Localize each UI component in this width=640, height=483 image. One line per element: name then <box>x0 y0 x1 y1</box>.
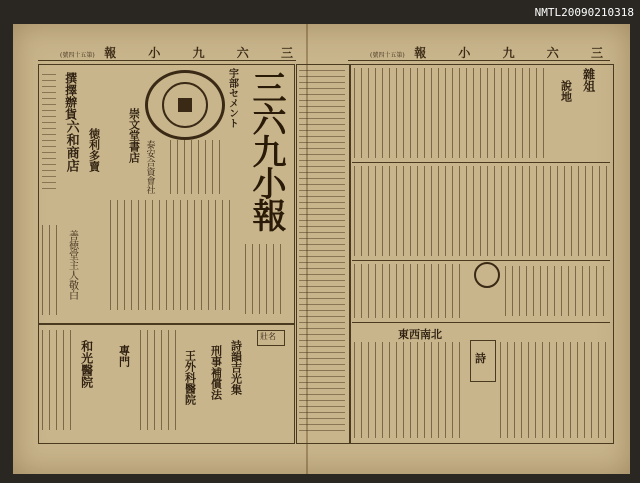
right-article-5 <box>354 342 464 438</box>
section-heading-east-west: 東西南北 <box>398 328 442 341</box>
right-article-4 <box>505 266 605 316</box>
notice-body-1 <box>170 140 224 194</box>
right-header-rule <box>348 60 610 61</box>
illustration-face <box>474 262 500 288</box>
market-table-rows <box>299 70 345 435</box>
bookstore-ad: 崇文堂書店 <box>127 108 141 163</box>
brand-side-text <box>42 74 56 194</box>
brand-ad-1: 撰擇辦貨 <box>63 72 78 120</box>
left-article-body <box>110 200 234 310</box>
masthead-info-block <box>245 244 287 314</box>
right-rule-3 <box>352 322 610 323</box>
right-article-3 <box>354 264 464 318</box>
doctor-ad: 王外科醫院 <box>183 350 197 405</box>
right-rule-1 <box>352 162 610 163</box>
article-heading-1: 說地 <box>559 80 573 102</box>
section-heading-poem: 詩 <box>475 352 486 365</box>
ad-body-text <box>140 330 176 430</box>
seal-center-mark <box>178 98 192 112</box>
hospital-body-text <box>42 330 74 430</box>
poetry-ad: 詩韻吉光集 <box>229 340 243 395</box>
greeting-side-text <box>42 225 62 315</box>
left-header-rule <box>38 60 296 61</box>
masthead-title: 三六九小報 <box>246 70 286 230</box>
greeting-ad: 善徳堂主人敬白 <box>66 230 78 300</box>
right-article-1 <box>354 68 544 158</box>
hospital-ad: 和光醫院 <box>79 340 94 388</box>
law-ad: 刑事補償法 <box>209 345 223 400</box>
right-rule-2 <box>352 260 610 261</box>
cement-ad: 宇部セメント <box>226 68 238 128</box>
right-article-6 <box>500 342 606 438</box>
brand-ad-2: 六和商店 <box>63 120 79 172</box>
right-header: (號四十五第) 報 小 九 六 三 <box>370 46 617 60</box>
left-header-title: 報 小 九 六 三 <box>104 46 307 60</box>
right-header-title: 報 小 九 六 三 <box>414 46 617 60</box>
left-header: (號四十五第) 報 小 九 六 三 <box>60 46 307 60</box>
image-id-label: NMTL20090210318 <box>534 6 634 19</box>
brand-ad-3: 徳利多賣 <box>87 128 101 172</box>
notice-label: 壯名 <box>260 332 276 341</box>
department-ad: 專門 <box>117 345 131 367</box>
section-heading-zazu: 雜俎 <box>581 68 596 92</box>
company-ad: 泰安合資會社 <box>144 140 155 194</box>
right-article-2 <box>354 166 608 256</box>
